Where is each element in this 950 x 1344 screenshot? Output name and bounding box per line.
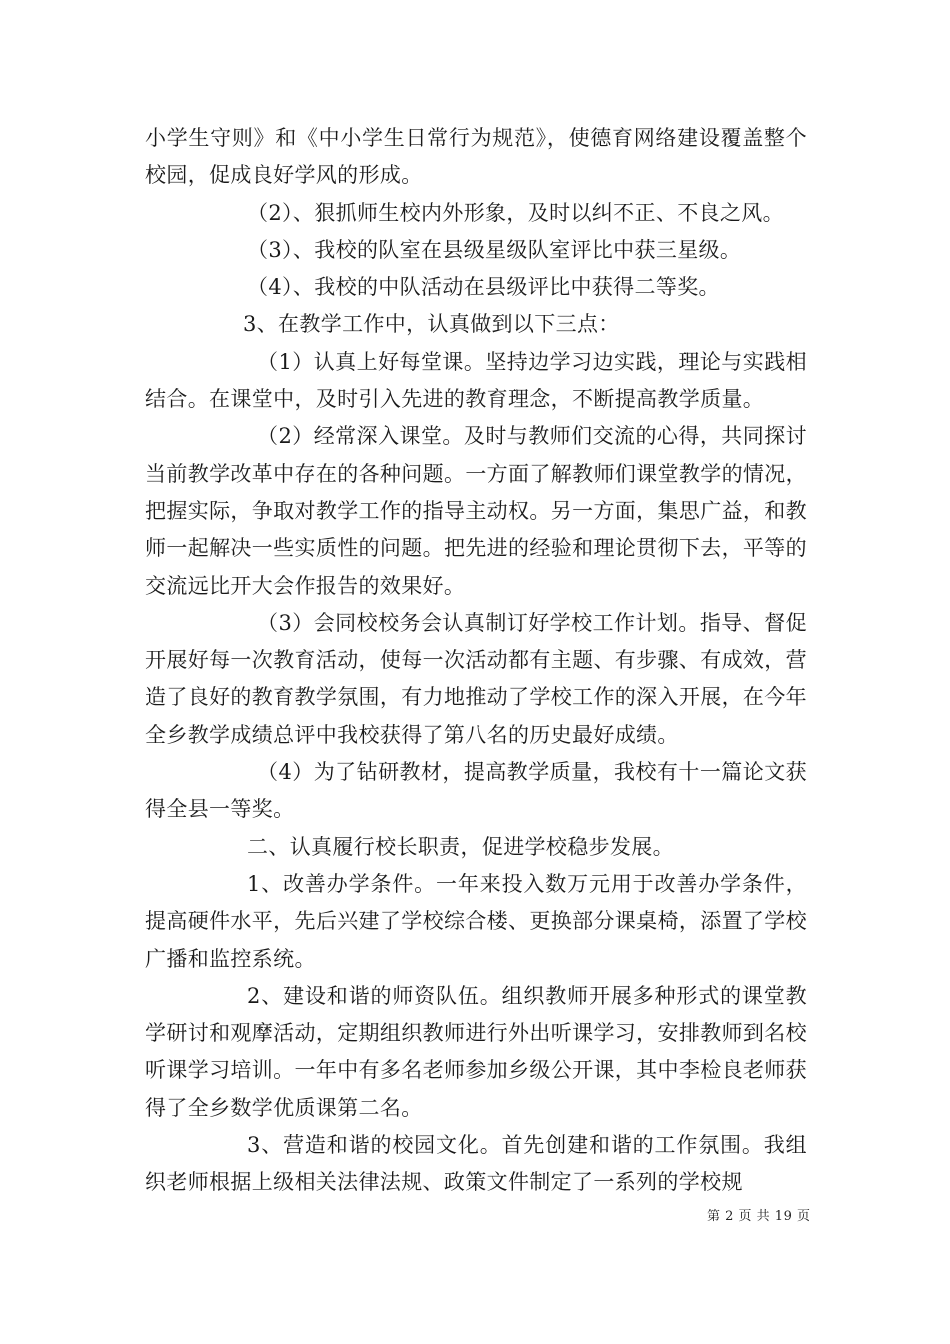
paragraph-moral-education-continued: 小学生守则》和《中小学生日常行为规范》，使德育网络建设覆盖整个校园，促成良好学风的形成。 — [145, 126, 807, 188]
section-heading-principal-duties: 二、认真履行校长职责，促进学校稳步发展。 — [247, 834, 674, 859]
paragraph-teaching-point-2: （2）经常深入课堂。及时与教师们交流的心得，共同探讨当前教学改革中存在的各种问题。一方面了解教师们课堂教学的情况，把握实际，争取对教学工作的指导主动权。另一方面，集思广益，和教师一起解决一些实质性的问题。把先进的经验和理论贯彻下去，平等的交流远比开大会作报告的效果好。 — [145, 424, 807, 598]
paragraph-teaching-staff: 2、建设和谐的师资队伍。组织教师开展多种形式的课堂教学研讨和观摩活动，定期组织教师进行外出听课学习，安排教师到名校听课学习培训。一年中有多名老师参加乡级公开课，其中李检良老师获得了全乡数学优质课第二名。 — [145, 983, 807, 1120]
paragraph-item-4-squad-activity: （4）、我校的中队活动在县级评比中获得二等奖。 — [247, 275, 720, 300]
page-number-footer: 第 2 页 共 19 页 — [707, 1209, 811, 1224]
document-body — [145, 120, 807, 1202]
paragraph-teaching-work-heading: 3、在教学工作中，认真做到以下三点： — [243, 312, 620, 337]
paragraph-item-3-team-room: （3）、我校的队室在县级星级队室评比中获三星级。 — [247, 237, 742, 262]
paragraph-teaching-point-3: （3）会同校校务会认真制订好学校工作计划。指导、督促开展好每一次教育活动，使每一次活动都有主题、有步骤、有成效，营造了良好的教育教学氛围，有力地推动了学校工作的深入开展，在今年全乡教学成绩总评中我校获得了第八名的历史最好成绩。 — [145, 610, 807, 747]
paragraph-item-2-image: （2）、狠抓师生校内外形象，及时以纠不正、不良之风。 — [247, 200, 784, 225]
paragraph-teaching-point-4: （4）为了钻研教材，提高教学质量，我校有十一篇论文获得全县一等奖。 — [145, 760, 807, 822]
paragraph-campus-culture: 3、营造和谐的校园文化。首先创建和谐的工作氛围。我组织老师根据上级相关法律法规、政策文件制定了一系列的学校规 — [145, 1133, 807, 1195]
paragraph-school-conditions: 1、改善办学条件。一年来投入数万元用于改善办学条件，提高硬件水平，先后兴建了学校综合楼、更换部分课桌椅，添置了学校广播和监控系统。 — [145, 871, 807, 971]
paragraph-teaching-point-1: （1）认真上好每堂课。坚持边学习边实践，理论与实践相结合。在课堂中，及时引入先进的教育理念，不断提高教学质量。 — [145, 349, 807, 412]
